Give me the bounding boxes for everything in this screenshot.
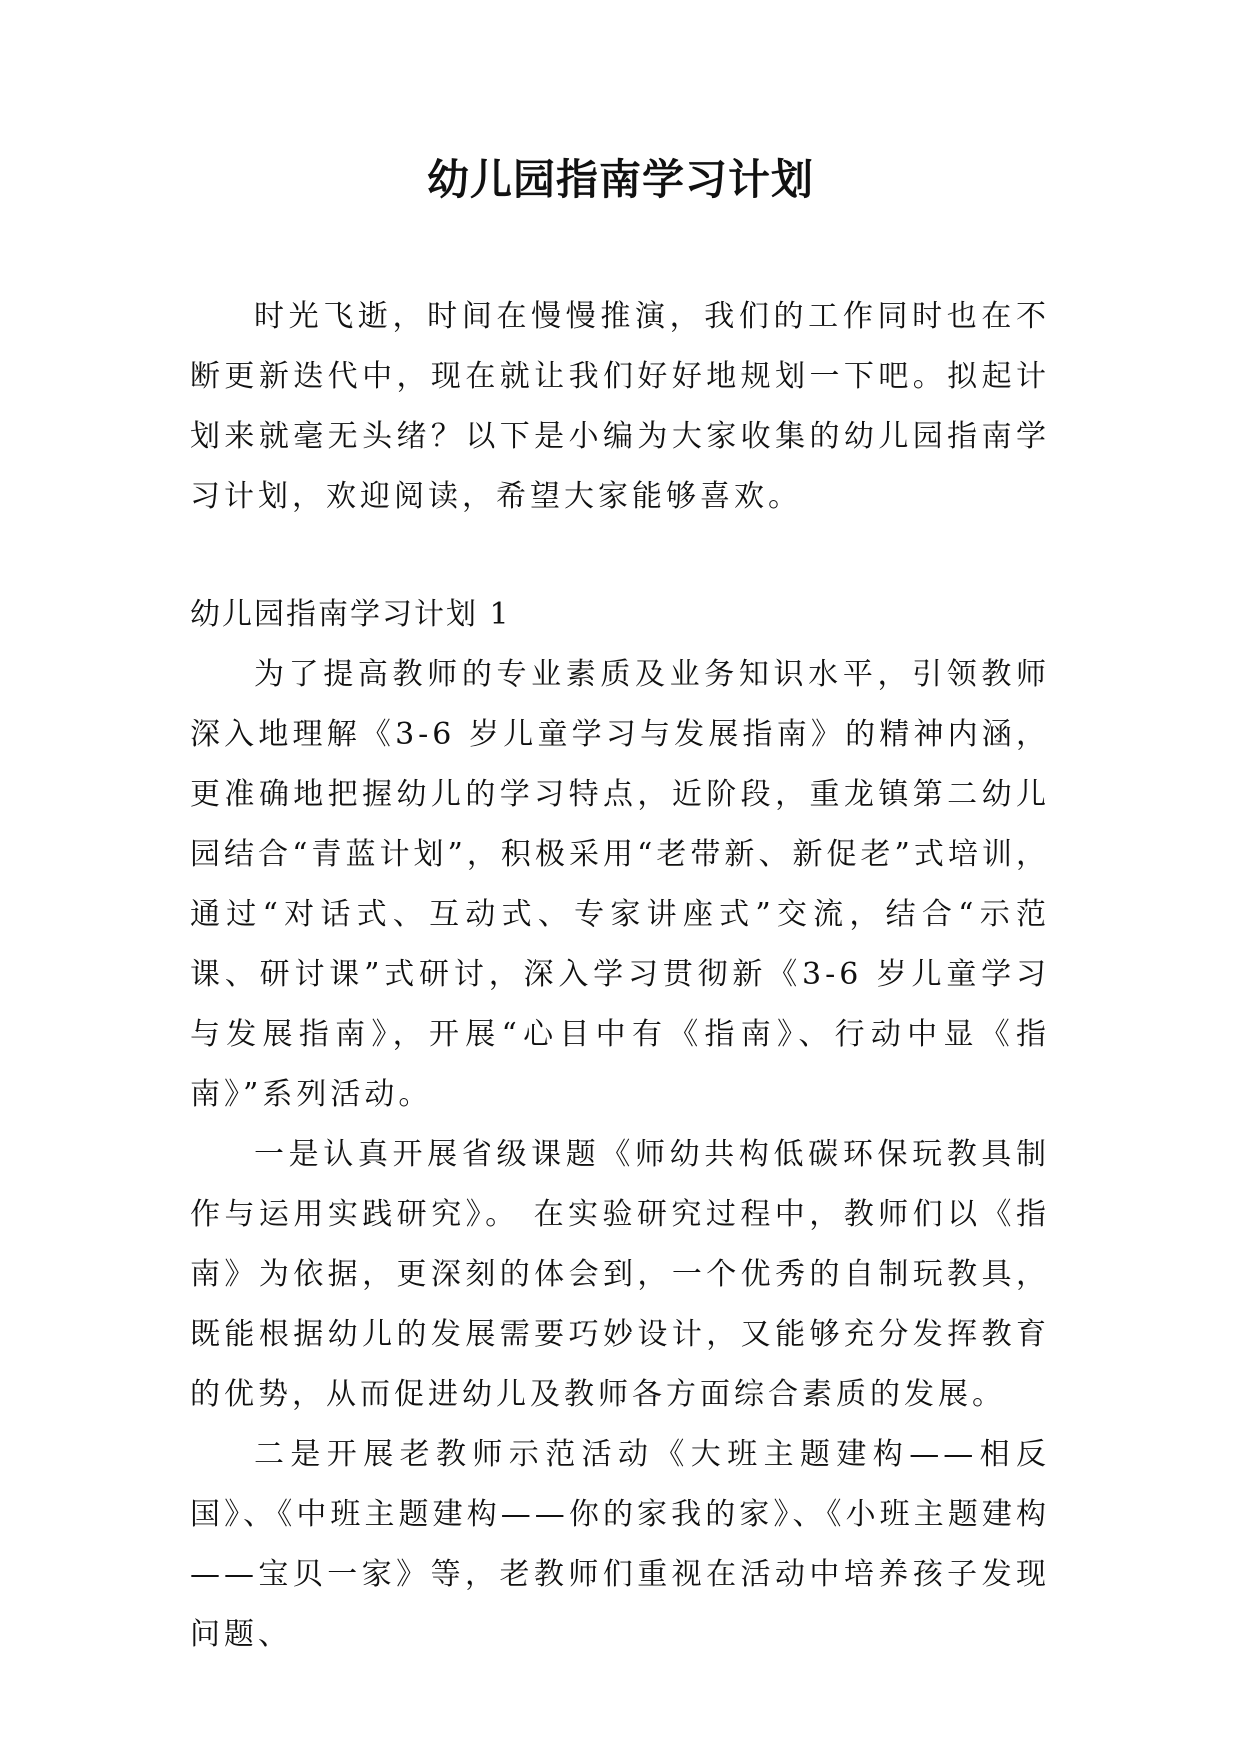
body-paragraph: 为了提高教师的专业素质及业务知识水平，引领教师深入地理解《3-6 岁儿童学习与发展指南》的精神内涵，更准确地把握幼儿的学习特点，近阶段，重龙镇第二幼儿园结合“青蓝计划”，积极采用“老带新、新促老”式培训，通过“对话式、互动式、专家讲座式”交流，结合“示范课、研讨课”式研讨，深入学习贯彻新《3-6 岁儿童学习与发展指南》，开展“心目中有《指南》、行动中显《指南》”系列活动。 bbox=[190, 657, 1050, 1112]
intro-paragraph: 时光飞逝，时间在慢慢推演，我们的工作同时也在不断更新迭代中，现在就让我们好好地规划一下吧。拟起计划来就毫无头绪？以下是小编为大家收集的幼儿园指南学习计划，欢迎阅读，希望大家能够喜欢。 bbox=[190, 299, 1050, 514]
document-title: 幼儿园指南学习计划 bbox=[426, 155, 814, 204]
section-heading: 幼儿园指南学习计划 1 bbox=[190, 597, 511, 632]
body-paragraph: 一是认真开展省级课题《师幼共构低碳环保玩教具制作与运用实践研究》。 在实验研究过程中，教师们以《指南》为依据，更深刻的体会到，一个优秀的自制玩教具，既能根据幼儿的发展需要巧妙设计，又能够充分发挥教育的优势，从而促进幼儿及教师各方面综合素质的发展。 bbox=[190, 1137, 1050, 1412]
document-body bbox=[190, 287, 1050, 1665]
body-paragraph: 二是开展老教师示范活动《大班主题建构——相反国》、《中班主题建构——你的家我的家》、《小班主题建构——宝贝一家》等，老教师们重视在活动中培养孩子发现问题、 bbox=[190, 1437, 1050, 1652]
